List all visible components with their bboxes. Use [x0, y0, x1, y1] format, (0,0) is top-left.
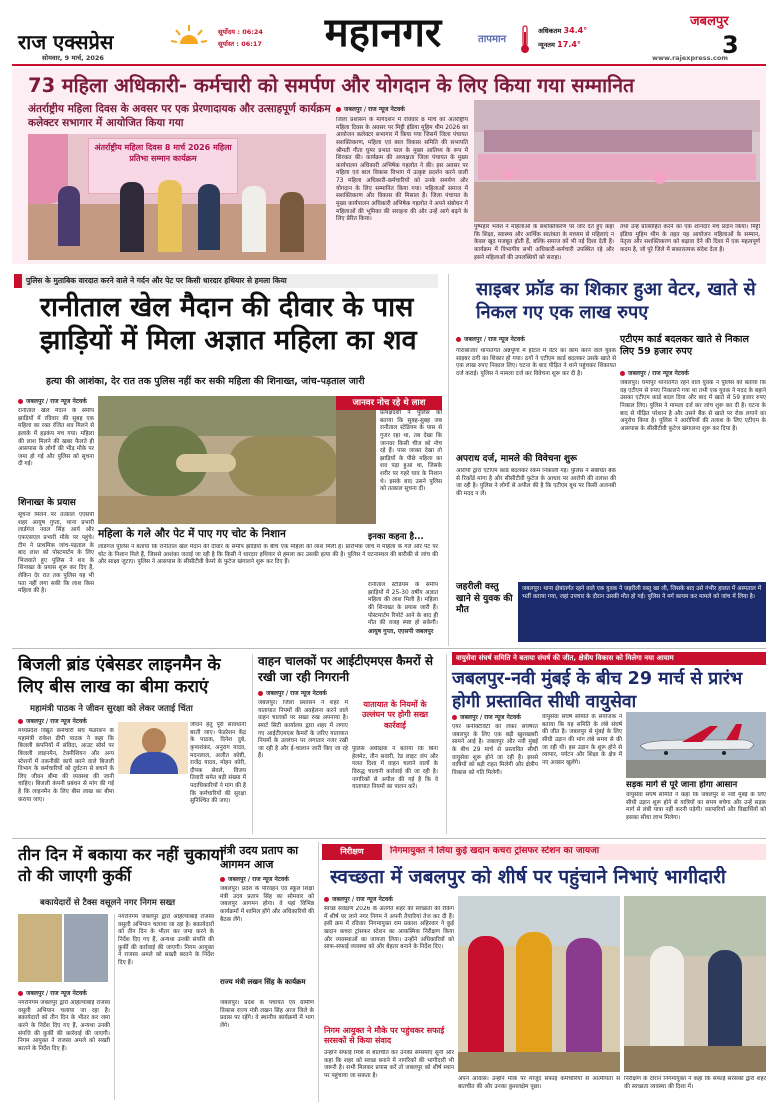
cyber-side-byline: जबलपुर / राज न्यूज नेटवर्क — [620, 370, 689, 378]
portrait-photo — [118, 722, 188, 774]
vayu-headline: जबलपुर-नवी मुंबई के बीच 29 मार्च से प्रारंभ होगी प्रस्तावित सीधी वायुसेवा — [452, 669, 743, 712]
airplane-photo — [626, 712, 766, 778]
swachh-subhead: निगम आयुक्त ने मौके पर पहुंचकर सफाई सरसकों से किया संवाद — [324, 1026, 445, 1046]
ranital-side-sign: आयुष गुप्ता, एएसपी जबलपुर — [368, 628, 434, 635]
vahan-body: जबलपुर। जिला प्रशासन ने शहर में यातायात नियमों की अवहेलना करने वाले वाहन चालकों पर सख्त रुख अपनाया है। स्मार्ट सिटी कार्यालय द्वारा शहर में लगाए गए आईटीएमएस कैमरों के जरिए यातायात नियमों के उल्लंघन पर लगातार नजर रखी जा रही है और ई-चालान जारी किए जा रहे हैं। — [258, 700, 348, 760]
audience-photo — [474, 100, 760, 222]
page-number: 3 — [722, 31, 739, 59]
tax-byline: जबलपुर / राज न्यूज नेटवर्क — [18, 990, 87, 998]
mantri-body-2: जबलपुर। प्रदेश के पंचायत एवं ग्रामीण विकास राज्य मंत्री लखन सिंह आज जिले के प्रवास पर रहेंगे। वे स्थानीय कार्यक्रमों में भाग लेंगे। — [220, 1000, 314, 1029]
vahan-headline: वाहन चालकों पर आईटीएमएस कैमरों से रखी जा रही निगरानी — [258, 654, 434, 684]
swachh-body: स्वच्छ सर्वेक्षण 2026 के अंतर्गत शहर को स्वच्छता की रैंकिंग में शीर्ष पर लाने नगर निगम ने अपनी तैयारियां तेज कर दी हैं। इसी क्रम में रविवार निगमायुक्त राम प्रकाश अहिरवार ने कुई खदान कचरा ट्रांसफर स्टेशन का आकस्मिक निरीक्षण किया और व्यवस्थाओं का जायजा लिया। उन्होंने अधिकारियों को साफ-सफाई व्यवस्था को और बेहतर बनाने के निर्देश दिए। — [324, 906, 454, 951]
temp-label: तापमान — [478, 34, 507, 45]
vahan-callout: यातायात के नियमों के उल्लंघन पर होगी सख्त कार्रवाई — [361, 700, 429, 730]
vayu-photo-caption: सड़क मार्ग से पूरे जाना होगा आसान — [626, 780, 738, 790]
top-story-body-2: पुष्पहार भवेश ने महिलाओं के सशक्तिकरण पर जोर देते हुए कहा कि शिक्षा, स्वास्थ्य और आर्थिक स्वतंत्रता के माध्यम से महिलाएं न केवल खुद मजबूत होती हैं, बल्कि समाज को भी नई दिशा देती हैं। कार्यक्रम में विभागीय सभी अधिकारी-कर्मचारी उपस्थित रहे और इसने महिलाओं की उपलब्धियों को सराहा। — [474, 224, 614, 261]
swachh-headline: स्वच्छता में जबलपुर को शीर्ष पर पहुंचाने निभाएं भागीदारी — [330, 866, 726, 888]
cyber-body-2: आरोपी द्वारा एटीएम कार्ड बदलकर रकम निकाली गई। पुलिस ने संबंधित बैंक से रिकॉर्ड मांगा है और सीसीटीवी फुटेज के आधार पर आरोपी की तलाश की जा रही है। पुलिस ने लोगों से अपील की है कि एटीएम बूथ पर किसी अजनबी की मदद न लें। — [456, 468, 616, 497]
ranital-deck: हत्या की आशंका, देर रात तक पुलिस नहीं कर सकी महिला की शिनाख्त, जांच-पड़ताल जारी — [46, 376, 365, 387]
ranital-body-3: लार्डगंज पुलिस ने बताया कि रानीताल खेल मैदान की दीवार के समीप झाड़ियों के बीच एक महिला की लाश मिली है। प्रारंभिक जांच में महिला के गले और पेट पर चोट के निशान मिले हैं, जिससे आशंका जताई जा रही है कि किसी ने धारदार हथियार से हमला कर उसकी हत्या की है। पुलिस ने घटनास्थल की बारीकी से जांच की और साक्ष्य जुटाए। पुलिस ने आसपास के सीसीटीवी कैमरे के फुटेज खंगालने शुरू कर दिए हैं। — [98, 544, 438, 566]
swachh-tag: निरीक्षण — [322, 844, 382, 860]
swachh-kicker: निगमायुक्त ने लिया कुई खदान कचरा ट्रांसफर स्टेशन का जायजा — [390, 846, 600, 856]
vahan-byline: जबलपुर / राज न्यूज नेटवर्क — [258, 690, 327, 698]
cyber-subhead: अपराध दर्ज, मामले की विवेचना शुरू — [456, 454, 578, 464]
mantri-body: जबलपुर। प्रदेश के परिवहन एवं स्कूल शिक्षा मंत्री उदय प्रताप सिंह का सोमवार को जबलपुर आगमन होगा। वे यहां विभिन्न कार्यक्रमों में शामिल होंगे और अधिकारियों की बैठक लेंगे। — [220, 886, 314, 923]
top-story-body: जिला प्रशासन के मार्गदर्शन में रविवार 8 मार्च को अंतर्राष्ट्रीय महिला दिवस के अवसर पर मिट्टी इंडिया मुहिम थीम 2026 का आयोजन कलेक्टर सभागार में किया गया जिसमें जिला पंचायत सशक्तिकरण, महिला एवं बाल विकास समिति की सभापति श्रीमती गीता घुमर प्रभात पाल के मुख्य आतिथ्य के रूप में शिरकत की। कार्यक्रम की अध्यक्षता जिला पंचायत के मुख्य कार्यपालन अधिकारी अभिषेक गहलोत ने की। इस अवसर पर महिला एवं बाल विकास विभाग में उत्कृष्ट प्रदर्शन करने वाली 73 महिला अधिकारी-कर्मचारियों को उनके समर्पण और योगदान के लिए सम्मानित किया गया। महिलाओं समाज में सशक्तिकरण और विकास की मिसाल हैं। जिला पंचायत के मुख्य कार्यपालन अधिकारी अभिषेक गहलोत ने अपने संबोधन में महिलाओं की भूमिका की सराहना की और उन्हें आगे बढ़ने के लिए प्रेरित किया। — [336, 117, 468, 223]
ranital-side-head: इनका कहना है... — [368, 532, 424, 542]
cyber-headline: साइबर फ्रॉड का शिकार हुआ वेटर, खाते से निकल गए एक लाख रुपए — [476, 279, 756, 324]
poison-brief-head: जहरीली वस्तु खाने से युवक की मौत — [456, 582, 513, 616]
swachh-body-2: उन्होंने सफाई मित्रों से बातचीत कर उनकी समस्याएं सुनीं और कहा कि शहर को स्वच्छ बनाने में नागरिकों की भागीदारी भी जरूरी है। सभी मिलकर प्रयास करें तो जबलपुर को शीर्ष स्थान पर पहुंचाया जा सकता है। — [324, 1050, 454, 1079]
tax-headline: तीन दिन में बकाया कर नहीं चुकाया तो की जाएगी कुर्की — [18, 845, 225, 886]
airplane-icon — [626, 712, 766, 778]
ranital-body-2: सूचना मिलने पर तत्काल एएसपी शहर आयुष गुप्ता, थाना प्रभारी लार्डगंज नवल सिंह आर्य और एफएसएल प्रभारी मौके पर पहुंचे। टीम ने प्राथमिक जांच-पड़ताल के बाद लाश को पोस्टमार्टम के लिए भिजवाते हुए पुलिस ने शव के शिनाख्त के प्रयास शुरू कर दिए हैं, लेकिन देर रात तक पुलिस यह भी पता नहीं लगा सकी कि लाश किस महिला की है। — [18, 512, 94, 595]
crime-scene-photo — [98, 396, 336, 524]
vayu-body: एयर कनेक्टिविटी को लेकर संघर्षरत जबलपुर के लिए एक बड़ी खुशखबरी सामने आई है। जबलपुर और नवी मुंबई के बीच 29 मार्च से प्रस्तावित सीधी वायुसेवा शुरू होने जा रही है। इससे यात्रियों को बड़ी राहत मिलेगी और क्षेत्रीय विकास को गति मिलेगी। — [452, 724, 538, 776]
sun-icon — [170, 24, 208, 50]
swachh-byline: जबलपुर / राज न्यूज नेटवर्क — [324, 896, 393, 904]
divider-1 — [12, 648, 766, 649]
sunrise-row: सूर्योदय : 06:24 — [218, 28, 263, 36]
cyber-side-head: एटीएम कार्ड बदलकर खाते से निकाल लिए 59 हजार रुपए — [620, 334, 749, 358]
commissioner-photo — [624, 896, 766, 1072]
poison-brief-body: जबलपुर। थाना क्षेत्रांतर्गत रहने वाले एक युवक ने जहरीली वस्तु खा ली, जिसके बाद उसे गंभीर हालत में अस्पताल में भर्ती कराया गया, जहां उपचार के दौरान उसकी मौत हो गई। पुलिस ने मर्ग कायम कर मामले को जांच में लिया है। — [518, 582, 766, 642]
swachh-caption-2: निरीक्षण के दौरान निगमायुक्त ने कहा कि सफाई सरसकों द्वारा शहर की स्वच्छता व्यवस्था की दिशा में। — [624, 1076, 766, 1090]
ranital-body: रानीताल खेल मैदान के समीप झाड़ियों में रविवार की सुबह एक महिला का रक्त रंजित शव मिलने से इलाके में हड़कंप मच गया। महिला की लाश मिलने की खबर फैलते ही आसपास के लोगों की भीड़ मौके पर जमा हो गई और पुलिस को सूचना दी गई। — [18, 408, 94, 468]
tax-photo-2 — [64, 914, 108, 982]
mantri-subhead: राज्य मंत्री लखन सिंह के कार्यक्रम — [220, 978, 306, 986]
max-temp-row: अधिकतम 34.4° — [538, 26, 588, 35]
vahan-body-2: पुलिस अधीक्षक ने बताया कि बिना हेलमेट, तीन सवारी, रेड लाइट जंप और गलत दिशा में वाहन चलाने वालों के विरुद्ध चालानी कार्रवाई की जा रही है। नागरिकों से अपील की गई है कि वे यातायात नियमों का पालन करें। — [352, 746, 438, 791]
edition-city: जबलपुर — [690, 14, 729, 29]
issue-date: सोमवार, 9 मार्च, 2026 — [42, 54, 104, 62]
divider-3 — [446, 654, 447, 834]
divider-2 — [252, 654, 253, 834]
bijli-body-2: जीवन हेतु पूरी सावधानी बरती जाए। फेडरेशन केंद्र के पाठक, दिनेश दुबे, कृपाशंकर, अनुराग यादव, मदनलाल, अजीत कोष्टी, राजेंद्र यादव, मोहन कोरी, दीपक सेवले, विजय तिवारी समेत बड़ी संख्या में पदाधिकारियों ने मांग की है कि कर्मचारियों की सुरक्षा सुनिश्चित की जाए। — [190, 722, 246, 805]
vayu-kicker: वायुसेवा संघर्ष समिति ने बताया संघर्ष की जीत, क्षेत्रीय विकास को मिलेगा नया आयाम — [452, 652, 766, 665]
ranital-headline: रानीताल खेल मैदान की दीवार के पास झाड़ियों में मिला अज्ञात महिला का शव — [40, 292, 417, 356]
ranital-byline: जबलपुर / राज न्यूज नेटवर्क — [18, 398, 87, 406]
crime-scene-photo-2 — [336, 410, 376, 524]
ranital-kicker: पुलिस के मुताबिक वारदात करने वाले ने गर्दन और पेट पर किसी धारदार हथियार से हमला किया — [26, 276, 287, 285]
bijli-byline: जबलपुर / राज न्यूज नेटवर्क — [18, 718, 87, 726]
top-story-byline: जबलपुर / राज न्यूज नेटवर्क — [336, 106, 405, 114]
thermometer-icon — [518, 24, 532, 54]
paper-name: राज एक्सप्रेस — [18, 30, 114, 54]
sunset-row: सूर्यास्त : 06:17 — [218, 40, 262, 48]
bijli-body: मध्यप्रदेश विद्युत कर्मचारी संघ फेडरेशन के महामंत्री राकेश डीपी पाठक ने कहा कि बिजली कंपनियों में संविदा, आउट सोर्स पर बिजली लाइनमैन, टेक्नीशियन और अन्य स्टेशनों में तकनीकी कार्य करने वाले बिजली विभाग के कर्मचारियों को दुर्घटना से बचाने के लिए जीवन बीमा की व्यवस्था की जानी चाहिए। बिजली कंपनी प्रबंधन से मांग की गई है कि लाइनमैन के लिए बीस लाख का बीमा कराया जाए। — [18, 728, 114, 803]
tax-photo-1 — [18, 914, 62, 982]
divider-4 — [12, 838, 766, 839]
mantri-body-left: नगरनिगम जबलपुर द्वारा अहिल्याबाई राजस्व वसूली अभियान चलाया जा रहा है। बकायेदारों को तीन दिन के भीतर कर जमा करने के निर्देश दिए गए हैं, अन्यथा उनकी संपत्ति की कुर्की की कार्रवाई की जाएगी। निगम आयुक्त ने राजस्व अमले को सख्ती बरतने के निर्देश दिए हैं। — [118, 914, 214, 966]
tax-deck: बकायेदारों से टैक्स वसूलने नगर निगम सख्त — [40, 898, 176, 908]
masthead-rule — [12, 64, 766, 66]
divider-6 — [318, 842, 319, 1102]
top-story-deck: अंतर्राष्ट्रीय महिला दिवस के अवसर पर एक प्रेरणादायक और उत्साहपूर्ण कार्यक्रम कलेक्टर सभागार में आयोजित किया गया — [28, 103, 331, 130]
swachh-caption-1: अपने आवास। उन्होंने मौके पर मौजूद सफाई कर्मचारियों से आत्मीयता से बातचीत की और उनका कुशलक्षेम पूछा। — [458, 1076, 620, 1090]
sanitation-workers-photo — [458, 896, 620, 1072]
award-ceremony-photo: अंतर्राष्ट्रीय महिला दिवस 8 मार्च 2026 महिला प्रतिभा सम्मान कार्यक्रम — [28, 134, 326, 260]
tax-body: नगरनिगम जबलपुर द्वारा अहिल्याबाई राजस्व वसूली अभियान चलाया जा रहा है। बकायेदारों को तीन दिन के भीतर कर जमा करने के निर्देश दिए गए हैं, अन्यथा उनकी संपत्ति की कुर्की की कार्रवाई की जाएगी। निगम आयुक्त ने राजस्व अमले को सख्ती बरतने के निर्देश दिए हैं। — [18, 1000, 110, 1052]
ranital-photo-banner: जानवर नोच रहे थे लाश — [336, 396, 442, 410]
cyber-side-body: जबलपुर। घमापुर थानांतर्गत रहने वाले युवक ने पुलिस को बताया कि वह एटीएम से रुपए निकालने गया था तभी एक युवक ने मदद के बहाने उसका एटीएम कार्ड बदल दिया और बाद में खाते से 59 हजार रुपए निकाल लिए। पुलिस ने मामला दर्ज कर जांच शुरू कर दी है। घटना के बाद से पीड़ित परेशान है और उसने बैंक से खाते पर रोक लगाने का अनुरोध किया है। पुलिस ने आरोपियों की तलाश के लिए एटीएम के आसपास के सीसीटीवी फुटेज खंगालना शुरू कर दिया है। — [620, 380, 766, 432]
ranital-photo-body: प्रत्यक्षदर्शी ने पुलिस को बताया कि सुबह-सुबह जब रानीताल स्टेडियम के पास से गुजर रहा था, तब देखा कि जानवर किसी चीज को नोच रहे हैं। पास जाकर देखा तो झाड़ियों के पीछे महिला का शव पड़ा हुआ था, जिसके शरीर पर गहरे घाव के निशान थे। इसके बाद उसने पुलिस को तत्काल सूचना दी। — [380, 410, 442, 493]
vayu-caption-body: वायुसेवा संघर्ष समिति ने कहा कि जबलपुर से नवी मुंबई के लिए सीधी उड़ान शुरू होने से यात्रियों का समय बचेगा और उन्हें सड़क मार्ग से लंबी यात्रा नहीं करनी पड़ेगी। व्यापारियों और विद्यार्थियों को इसका सीधा लाभ मिलेगा। — [626, 792, 766, 821]
mantri-byline: जबलपुर / राज न्यूज नेटवर्क — [220, 876, 289, 884]
ranital-photo-caption: महिला के गले और पेट में पाए गए चोट के निशान — [98, 528, 286, 540]
divider-5 — [114, 914, 115, 1100]
vayu-body-2: वायुसेवा संघर्ष समिति के संयोजक ने बताया कि यह समिति के लंबे संघर्ष की जीत है। जबलपुर से मुंबई के लिए सीधी उड़ान की मांग लंबे समय से की जा रही थी। इस उड़ान के शुरू होने से व्यापार, पर्यटन और शिक्षा के क्षेत्र में नए अवसर खुलेंगे। — [542, 714, 622, 766]
bijli-deck: महामंत्री पाठक ने जीवन सुरक्षा को लेकर जताई चिंता — [30, 704, 193, 714]
cyber-body: गोराबाजार थानांतर्गत अन्नपूर्णा में होटल में वेटर का काम करने वाले युवक साइबर ठगी का शिकार हो गया। ठगों ने एटीएम कार्ड बदलकर उसके खाते से एक लाख रुपए निकाल लिए। घटना के बाद पीड़ित ने थाने पहुंचकर शिकायत दर्ज कराई। पुलिस ने मामला दर्ज कर विवेचना शुरू कर दी है। — [456, 348, 616, 377]
website: www.rajexpress.com — [652, 54, 729, 62]
bijli-headline: बिजली ब्रांड एंबेसडर लाइनमैन के लिए बीस लाख का बीमा कराएं — [18, 655, 221, 698]
cyber-byline: जबलपुर / राज न्यूज नेटवर्क — [456, 336, 525, 344]
top-story-headline: 73 महिला अधिकारी- कर्मचारी को समर्पण और योगदान के लिए किया गया सम्मानित — [28, 74, 635, 97]
ranital-subhead: शिनाख्त के प्रयास — [18, 498, 76, 508]
section-title: महानगर — [324, 10, 442, 56]
ranital-side-body: रानीताल स्टेडियम के समीप झाड़ियों में 25-30 वर्षीय अज्ञात महिला की लाश मिली है। महिला की शिनाख्त के प्रयास जारी हैं। पोस्टमार्टम रिपोर्ट आने के बाद ही मौत की वजह स्पष्ट हो सकेगी। — [368, 582, 438, 626]
top-story-body-3: तथा उन्हें प्रोत्साहित करने का एक शानदार मंच प्रदान किया। मिट्टी इंडिया मुहिम थीम के तहत यह आयोजन महिलाओं के सम्मान, नेतृत्व और सशक्तिकरण को बढ़ावा देने की दिशा में एक महत्वपूर्ण कदम है, जो पूरे जिले में सकारात्मक संदेश देता है। — [620, 224, 760, 253]
mantri-headline: मंत्री उदय प्रताप का आगमन आज — [220, 844, 299, 872]
min-temp-row: न्यूनतम 17.4° — [538, 40, 581, 49]
vayu-byline: जबलपुर / राज न्यूज नेटवर्क — [452, 714, 521, 722]
